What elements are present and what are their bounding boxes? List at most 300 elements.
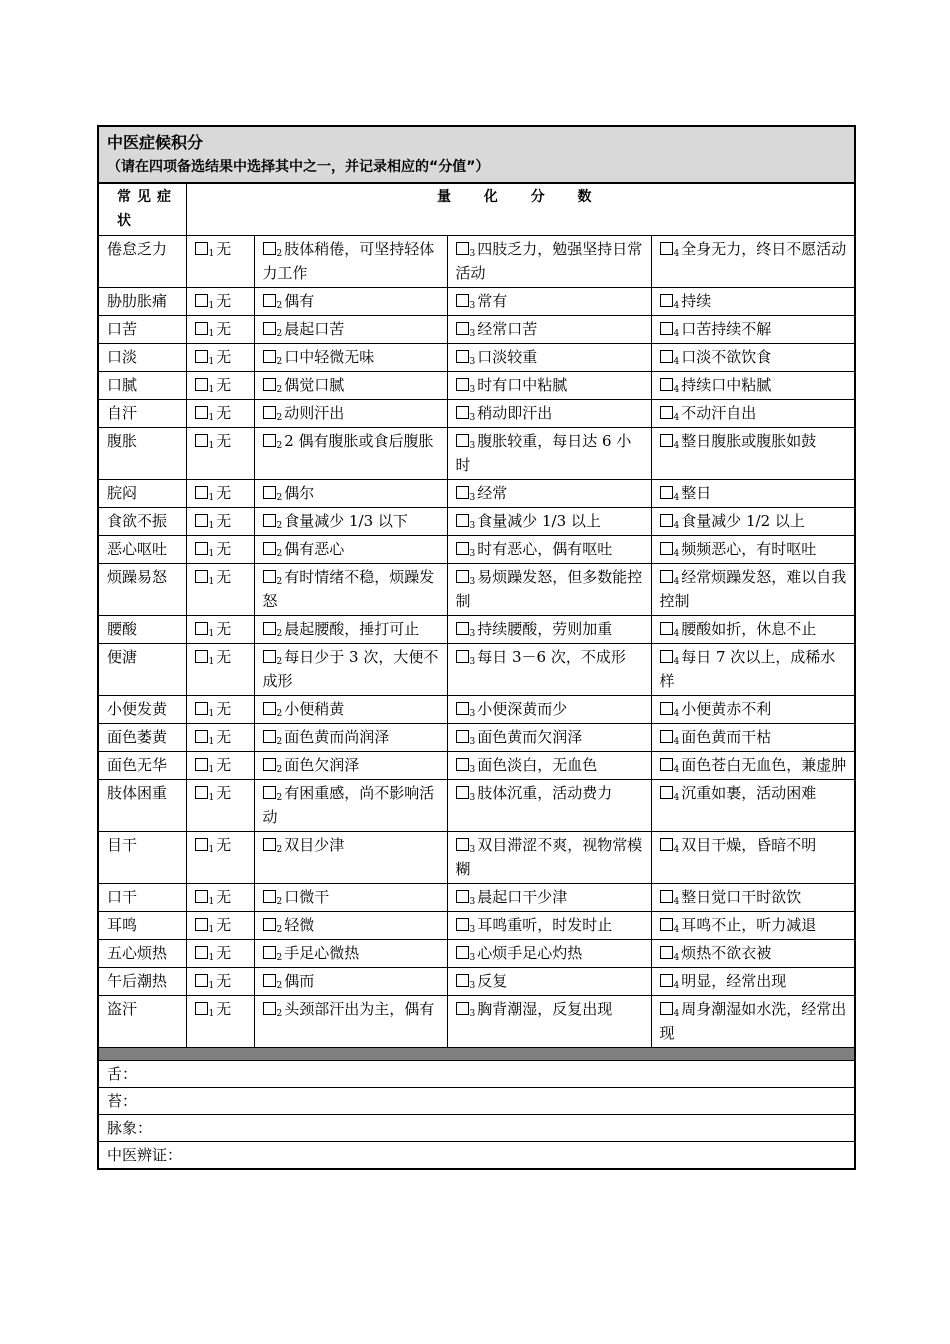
checkbox-icon[interactable]: [456, 838, 469, 851]
score-value: 2: [276, 737, 283, 747]
checkbox-icon[interactable]: [263, 514, 276, 527]
option-label: 明显，经常出现: [681, 972, 787, 990]
score-option-4[interactable]: [651, 564, 855, 616]
symptom-cell: 倦怠乏力: [98, 236, 186, 288]
score-option-4[interactable]: [651, 508, 855, 536]
score-value: 2: [276, 549, 283, 559]
checkbox-icon[interactable]: [263, 890, 276, 903]
option-label: 动则汗出: [284, 404, 345, 422]
symptom-cell: 腰酸: [98, 616, 186, 644]
score-option-3[interactable]: [447, 724, 651, 752]
score-option-1[interactable]: [186, 480, 254, 508]
footer-field-3[interactable]: 脉象：: [98, 1115, 855, 1142]
score-option-3[interactable]: [447, 236, 651, 288]
checkbox-icon[interactable]: [263, 730, 276, 743]
score-value: 2: [276, 521, 283, 531]
table-row: [98, 372, 855, 400]
table-row: [98, 236, 855, 288]
symptom-cell: 食欲不振: [98, 508, 186, 536]
checkbox-icon[interactable]: [195, 350, 208, 363]
checkbox-icon[interactable]: [263, 242, 276, 255]
option-label: 无: [216, 728, 232, 746]
checkbox-icon[interactable]: [456, 406, 469, 419]
score-option-1[interactable]: [186, 508, 254, 536]
checkbox-icon[interactable]: [263, 758, 276, 771]
option-label: 偶而: [284, 972, 315, 990]
checkbox-icon[interactable]: [660, 514, 673, 527]
score-option-1[interactable]: [186, 832, 254, 884]
score-value: 3: [469, 521, 476, 531]
checkbox-icon[interactable]: [195, 434, 208, 447]
score-value: 1: [208, 301, 215, 311]
option-label: 双目干燥，昏暗不明: [681, 836, 817, 854]
score-value: 1: [208, 413, 215, 423]
score-option-2[interactable]: [254, 508, 447, 536]
score-option-3[interactable]: [447, 644, 651, 696]
score-value: 1: [208, 845, 215, 855]
score-option-1[interactable]: [186, 372, 254, 400]
checkbox-icon[interactable]: [263, 946, 276, 959]
option-label: 无: [216, 348, 232, 366]
checkbox-icon[interactable]: [660, 890, 673, 903]
score-value: 2: [276, 577, 283, 587]
table-row: [98, 564, 855, 616]
score-option-3[interactable]: [447, 696, 651, 724]
checkbox-icon[interactable]: [195, 514, 208, 527]
score-value: 3: [469, 493, 476, 503]
score-option-3[interactable]: [447, 480, 651, 508]
score-option-3[interactable]: [447, 996, 651, 1048]
score-option-3[interactable]: [447, 832, 651, 884]
score-option-4[interactable]: [651, 400, 855, 428]
score-value: 4: [673, 897, 680, 907]
score-option-4[interactable]: [651, 996, 855, 1048]
score-option-2[interactable]: [254, 400, 447, 428]
score-option-2[interactable]: [254, 236, 447, 288]
checkbox-icon[interactable]: [660, 322, 673, 335]
score-option-1[interactable]: [186, 236, 254, 288]
option-label: 常有: [477, 292, 508, 310]
score-option-4[interactable]: [651, 616, 855, 644]
checkbox-icon[interactable]: [195, 486, 208, 499]
table-row: [98, 344, 855, 372]
score-option-3[interactable]: [447, 616, 651, 644]
score-option-3[interactable]: [447, 564, 651, 616]
score-option-2[interactable]: [254, 780, 447, 832]
score-option-1[interactable]: [186, 752, 254, 780]
checkbox-icon[interactable]: [456, 294, 469, 307]
checkbox-icon[interactable]: [195, 650, 208, 663]
checkbox-icon[interactable]: [263, 974, 276, 987]
score-option-2[interactable]: [254, 616, 447, 644]
option-label: 食量减少 1/3 以上: [477, 512, 601, 530]
option-label: 持续口中粘腻: [681, 376, 772, 394]
score-option-4[interactable]: [651, 780, 855, 832]
score-option-4[interactable]: [651, 644, 855, 696]
score-option-1[interactable]: [186, 536, 254, 564]
checkbox-icon[interactable]: [195, 542, 208, 555]
checkbox-icon[interactable]: [263, 702, 276, 715]
checkbox-icon[interactable]: [263, 1002, 276, 1015]
score-option-1[interactable]: [186, 696, 254, 724]
score-option-1[interactable]: [186, 912, 254, 940]
score-value: 1: [208, 249, 215, 259]
score-option-1[interactable]: [186, 564, 254, 616]
score-option-1[interactable]: [186, 316, 254, 344]
score-option-1[interactable]: [186, 644, 254, 696]
checkbox-icon[interactable]: [195, 1002, 208, 1015]
option-label: 无: [216, 784, 232, 802]
score-value: 2: [276, 953, 283, 963]
checkbox-icon[interactable]: [456, 786, 469, 799]
score-option-3[interactable]: [447, 316, 651, 344]
score-value: 2: [276, 897, 283, 907]
score-option-2[interactable]: [254, 564, 447, 616]
checkbox-icon[interactable]: [456, 378, 469, 391]
score-value: 4: [673, 925, 680, 935]
checkbox-icon[interactable]: [263, 570, 276, 583]
symptom-cell: 午后潮热: [98, 968, 186, 996]
checkbox-icon[interactable]: [195, 570, 208, 583]
score-option-3[interactable]: [447, 752, 651, 780]
checkbox-icon[interactable]: [456, 702, 469, 715]
checkbox-icon[interactable]: [263, 918, 276, 931]
score-option-4[interactable]: [651, 912, 855, 940]
checkbox-icon[interactable]: [660, 434, 673, 447]
option-label: 无: [216, 540, 232, 558]
checkbox-icon[interactable]: [456, 758, 469, 771]
score-value: 4: [673, 549, 680, 559]
score-option-3[interactable]: [447, 780, 651, 832]
checkbox-icon[interactable]: [660, 1002, 673, 1015]
option-label: 无: [216, 648, 232, 666]
score-option-1[interactable]: [186, 288, 254, 316]
option-label: 偶觉口腻: [284, 376, 345, 394]
checkbox-icon[interactable]: [456, 242, 469, 255]
checkbox-icon[interactable]: [660, 486, 673, 499]
footer-field-1[interactable]: 舌：: [98, 1061, 855, 1088]
score-option-4[interactable]: [651, 832, 855, 884]
checkbox-icon[interactable]: [263, 622, 276, 635]
score-value: 3: [469, 441, 476, 451]
checkbox-icon[interactable]: [456, 350, 469, 363]
checkbox-icon[interactable]: [660, 758, 673, 771]
score-option-4[interactable]: [651, 288, 855, 316]
score-value: 1: [208, 657, 215, 667]
option-label: 偶有恶心: [284, 540, 345, 558]
separator-bar: [98, 1048, 855, 1061]
score-option-4[interactable]: [651, 724, 855, 752]
score-value: 3: [469, 845, 476, 855]
score-option-1[interactable]: [186, 616, 254, 644]
score-option-2[interactable]: [254, 912, 447, 940]
score-option-2[interactable]: [254, 480, 447, 508]
symptom-cell: 肢体困重: [98, 780, 186, 832]
score-option-3[interactable]: [447, 508, 651, 536]
checkbox-icon[interactable]: [456, 322, 469, 335]
score-option-2[interactable]: [254, 428, 447, 480]
score-option-1[interactable]: [186, 996, 254, 1048]
score-value: 4: [673, 249, 680, 259]
checkbox-icon[interactable]: [263, 350, 276, 363]
score-value: 2: [276, 441, 283, 451]
checkbox-icon[interactable]: [660, 622, 673, 635]
checkbox-icon[interactable]: [456, 622, 469, 635]
checkbox-icon[interactable]: [456, 1002, 469, 1015]
checkbox-icon[interactable]: [263, 378, 276, 391]
form-instructions: （请在四项备选结果中选择其中之一，并记录相应的“分值”）: [107, 159, 490, 175]
option-label: 轻微: [284, 916, 315, 934]
option-label: 不动汗自出: [681, 404, 757, 422]
checkbox-icon[interactable]: [195, 946, 208, 959]
checkbox-icon[interactable]: [195, 702, 208, 715]
score-option-3[interactable]: [447, 428, 651, 480]
checkbox-icon[interactable]: [263, 838, 276, 851]
checkbox-icon[interactable]: [660, 730, 673, 743]
score-option-2[interactable]: [254, 536, 447, 564]
checkbox-icon[interactable]: [195, 890, 208, 903]
score-option-1[interactable]: [186, 724, 254, 752]
score-value: 1: [208, 737, 215, 747]
score-option-2[interactable]: [254, 884, 447, 912]
table-row: [98, 912, 855, 940]
checkbox-icon[interactable]: [660, 570, 673, 583]
checkbox-icon[interactable]: [456, 946, 469, 959]
score-option-4[interactable]: [651, 884, 855, 912]
option-label: 无: [216, 1000, 232, 1018]
checkbox-icon[interactable]: [660, 378, 673, 391]
checkbox-icon[interactable]: [195, 974, 208, 987]
option-label: 腹胀较重，每日达 6 小时: [455, 432, 632, 474]
score-option-2[interactable]: [254, 832, 447, 884]
checkbox-icon[interactable]: [195, 838, 208, 851]
checkbox-icon[interactable]: [195, 758, 208, 771]
checkbox-icon[interactable]: [263, 650, 276, 663]
checkbox-icon[interactable]: [195, 786, 208, 799]
checkbox-icon[interactable]: [660, 294, 673, 307]
checkbox-icon[interactable]: [456, 890, 469, 903]
checkbox-icon[interactable]: [263, 434, 276, 447]
checkbox-icon[interactable]: [195, 322, 208, 335]
score-value: 4: [673, 413, 680, 423]
option-label: 无: [216, 512, 232, 530]
score-option-2[interactable]: [254, 752, 447, 780]
score-option-3[interactable]: [447, 372, 651, 400]
score-value: 3: [469, 1009, 476, 1019]
score-option-1[interactable]: [186, 968, 254, 996]
score-value: 4: [673, 301, 680, 311]
score-option-2[interactable]: [254, 996, 447, 1048]
score-value: 3: [469, 329, 476, 339]
checkbox-icon[interactable]: [456, 434, 469, 447]
score-option-3[interactable]: [447, 884, 651, 912]
symptom-cell: 口干: [98, 884, 186, 912]
score-value: 3: [469, 709, 476, 719]
option-label: 持续腰酸，劳则加重: [477, 620, 613, 638]
checkbox-icon[interactable]: [456, 542, 469, 555]
score-option-2[interactable]: [254, 288, 447, 316]
score-option-3[interactable]: [447, 912, 651, 940]
score-option-1[interactable]: [186, 940, 254, 968]
score-option-1[interactable]: [186, 428, 254, 480]
option-label: 耳鸣重听，时发时止: [477, 916, 613, 934]
checkbox-icon[interactable]: [195, 918, 208, 931]
checkbox-icon[interactable]: [263, 542, 276, 555]
score-option-4[interactable]: [651, 968, 855, 996]
score-option-2[interactable]: [254, 940, 447, 968]
column-header-row: [98, 183, 855, 236]
option-label: 胸背潮湿，反复出现: [477, 1000, 613, 1018]
score-value: 1: [208, 329, 215, 339]
symptom-cell: 恶心呕吐: [98, 536, 186, 564]
checkbox-icon[interactable]: [660, 650, 673, 663]
symptom-cell: 口腻: [98, 372, 186, 400]
score-value: 4: [673, 577, 680, 587]
checkbox-icon[interactable]: [660, 946, 673, 959]
score-option-1[interactable]: [186, 344, 254, 372]
option-label: 时有口中粘腻: [477, 376, 568, 394]
score-option-4[interactable]: [651, 480, 855, 508]
checkbox-icon[interactable]: [456, 730, 469, 743]
symptom-cell: 口苦: [98, 316, 186, 344]
option-label: 双目滞涩不爽，视物常模糊: [455, 836, 643, 878]
option-label: 每日 3－6 次，不成形: [477, 648, 626, 666]
score-option-3[interactable]: [447, 288, 651, 316]
score-option-1[interactable]: [186, 400, 254, 428]
score-option-1[interactable]: [186, 884, 254, 912]
checkbox-icon[interactable]: [660, 542, 673, 555]
score-option-4[interactable]: [651, 940, 855, 968]
score-option-3[interactable]: [447, 940, 651, 968]
score-option-1[interactable]: [186, 780, 254, 832]
score-value: 2: [276, 249, 283, 259]
score-value: 2: [276, 1009, 283, 1019]
footer-field-4[interactable]: 中医辨证：: [98, 1142, 855, 1170]
checkbox-icon[interactable]: [660, 918, 673, 931]
checkbox-icon[interactable]: [195, 378, 208, 391]
option-label: 每日少于 3 次，大便不成形: [262, 648, 439, 690]
checkbox-icon[interactable]: [195, 622, 208, 635]
checkbox-icon[interactable]: [660, 838, 673, 851]
score-option-4[interactable]: [651, 344, 855, 372]
checkbox-icon[interactable]: [456, 486, 469, 499]
score-option-2[interactable]: [254, 724, 447, 752]
score-option-2[interactable]: [254, 372, 447, 400]
table-row: [98, 884, 855, 912]
checkbox-icon[interactable]: [660, 974, 673, 987]
score-value: 2: [276, 629, 283, 639]
checkbox-icon[interactable]: [195, 730, 208, 743]
score-value: 2: [276, 925, 283, 935]
option-label: 耳鸣不止，听力减退: [681, 916, 817, 934]
checkbox-icon[interactable]: [660, 350, 673, 363]
score-option-4[interactable]: [651, 316, 855, 344]
checkbox-icon[interactable]: [195, 294, 208, 307]
checkbox-icon[interactable]: [263, 786, 276, 799]
score-value: 1: [208, 953, 215, 963]
score-value: 3: [469, 385, 476, 395]
checkbox-icon[interactable]: [195, 242, 208, 255]
score-value: 4: [673, 441, 680, 451]
score-option-2[interactable]: [254, 316, 447, 344]
option-label: 经常口苦: [477, 320, 538, 338]
checkbox-icon[interactable]: [456, 974, 469, 987]
score-value: 1: [208, 709, 215, 719]
table-row: [98, 428, 855, 480]
checkbox-icon[interactable]: [263, 294, 276, 307]
table-row: [98, 400, 855, 428]
checkbox-icon[interactable]: [456, 570, 469, 583]
option-label: 小便黄赤不利: [681, 700, 772, 718]
column-header-symptom: 常见症状: [98, 183, 186, 236]
checkbox-icon[interactable]: [660, 702, 673, 715]
checkbox-icon[interactable]: [456, 514, 469, 527]
checkbox-icon[interactable]: [263, 486, 276, 499]
option-label: 面色欠润泽: [284, 756, 360, 774]
checkbox-icon[interactable]: [660, 406, 673, 419]
score-option-2[interactable]: [254, 644, 447, 696]
option-label: 肢体沉重，活动费力: [477, 784, 613, 802]
symptom-cell: 便溏: [98, 644, 186, 696]
score-option-2[interactable]: [254, 344, 447, 372]
checkbox-icon[interactable]: [660, 786, 673, 799]
score-value: 2: [276, 357, 283, 367]
checkbox-icon[interactable]: [195, 406, 208, 419]
checkbox-icon[interactable]: [456, 918, 469, 931]
score-option-2[interactable]: [254, 968, 447, 996]
option-label: 无: [216, 376, 232, 394]
score-option-4[interactable]: [651, 372, 855, 400]
table-row: [98, 752, 855, 780]
score-option-4[interactable]: [651, 752, 855, 780]
score-value: 4: [673, 385, 680, 395]
symptom-cell: 目干: [98, 832, 186, 884]
table-row: [98, 480, 855, 508]
checkbox-icon[interactable]: [263, 406, 276, 419]
footer-row: [98, 1142, 855, 1170]
table-row: [98, 508, 855, 536]
score-option-4[interactable]: [651, 428, 855, 480]
score-option-3[interactable]: [447, 968, 651, 996]
score-value: 4: [673, 953, 680, 963]
checkbox-icon[interactable]: [263, 322, 276, 335]
option-label: 无: [216, 432, 232, 450]
option-label: 无: [216, 756, 232, 774]
option-label: 无: [216, 404, 232, 422]
score-option-4[interactable]: [651, 696, 855, 724]
symptom-cell: 面色无华: [98, 752, 186, 780]
score-value: 3: [469, 413, 476, 423]
score-value: 2: [276, 493, 283, 503]
score-value: 3: [469, 657, 476, 667]
checkbox-icon[interactable]: [660, 242, 673, 255]
score-value: 3: [469, 981, 476, 991]
checkbox-icon[interactable]: [456, 650, 469, 663]
score-option-2[interactable]: [254, 696, 447, 724]
score-option-4[interactable]: [651, 236, 855, 288]
score-option-3[interactable]: [447, 344, 651, 372]
score-option-3[interactable]: [447, 400, 651, 428]
score-option-4[interactable]: [651, 536, 855, 564]
score-value: 3: [469, 765, 476, 775]
score-option-3[interactable]: [447, 536, 651, 564]
score-value: 2: [276, 657, 283, 667]
score-value: 3: [469, 953, 476, 963]
footer-field-2[interactable]: 苔：: [98, 1088, 855, 1115]
option-label: 烦热不欲衣被: [681, 944, 772, 962]
option-label: 面色黄而尚润泽: [284, 728, 390, 746]
score-value: 4: [673, 357, 680, 367]
